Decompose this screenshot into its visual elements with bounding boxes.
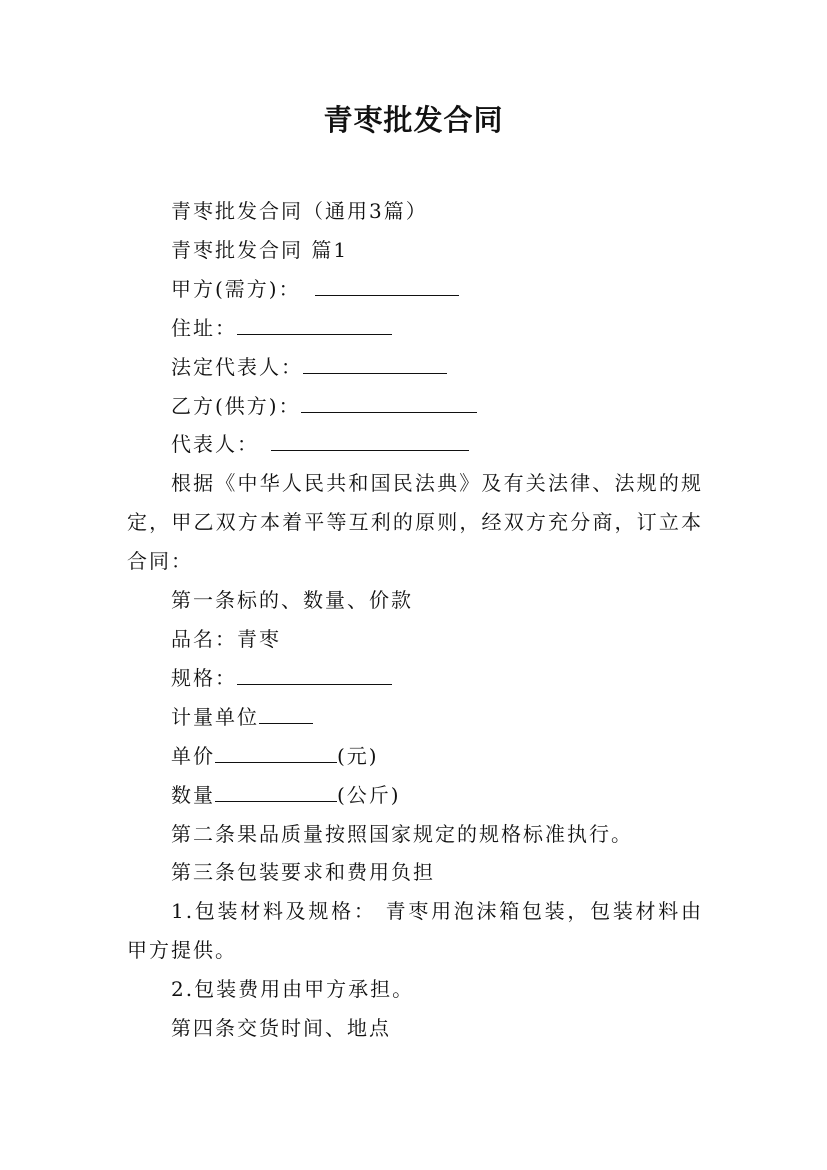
contract-collection-title: 青枣批发合同（通用3篇）	[171, 199, 428, 223]
unit-line	[127, 698, 703, 737]
unit-price-line	[127, 737, 703, 776]
spec-line	[127, 659, 703, 698]
party-b-line	[127, 387, 703, 426]
party-a-label: 甲方(需方)：	[171, 276, 301, 301]
party-b-blank	[301, 396, 477, 413]
representative-line	[127, 425, 703, 464]
address-blank	[237, 318, 392, 335]
party-a-blank	[315, 279, 459, 296]
article-2-paragraph: 第二条果品质量按照国家规定的规格标准执行。	[171, 821, 633, 846]
unit-price-suffix: (元)	[337, 743, 379, 768]
spec-label: 规格：	[171, 665, 237, 690]
article-1-heading: 第一条标的、数量、价款	[171, 588, 413, 613]
representative-blank	[271, 434, 469, 451]
product-name-line: 品名：青枣	[171, 626, 281, 651]
legal-rep-line	[127, 348, 703, 387]
contract-section-heading: 青枣批发合同 篇1	[171, 237, 349, 262]
article-3-heading: 第三条包装要求和费用负担	[171, 860, 435, 885]
unit-label: 计量单位	[171, 704, 259, 729]
address-line	[127, 309, 703, 348]
quantity-label: 数量	[171, 782, 215, 807]
legal-rep-label: 法定代表人：	[171, 354, 303, 379]
party-b-label: 乙方(供方)：	[171, 393, 301, 418]
unit-price-blank	[215, 746, 337, 763]
article-4-heading: 第四条交货时间、地点	[171, 1016, 391, 1041]
packaging-clause-2: 2.包装费用由甲方承担。	[171, 977, 415, 1002]
spec-blank	[237, 668, 392, 685]
address-label: 住址：	[171, 315, 237, 340]
representative-label: 代表人：	[171, 432, 259, 457]
packaging-clause-1: 1.包装材料及规格： 青枣用泡沫箱包装，包装材料由甲方提供。	[127, 899, 703, 963]
unit-price-label: 单价	[171, 743, 215, 768]
document-title: 青枣批发合同	[323, 103, 504, 137]
document-body	[127, 192, 703, 1048]
quantity-suffix: (公斤)	[337, 782, 401, 807]
preamble-paragraph: 根据《中华人民共和国民法典》及有关法律、法规的规定，甲乙双方本着平等互利的原则，经双方充分商，订立本合同：	[127, 471, 703, 574]
legal-rep-blank	[303, 357, 447, 374]
party-a-line	[127, 270, 703, 309]
quantity-blank	[215, 785, 337, 802]
quantity-line	[127, 776, 703, 815]
unit-blank	[259, 707, 313, 724]
